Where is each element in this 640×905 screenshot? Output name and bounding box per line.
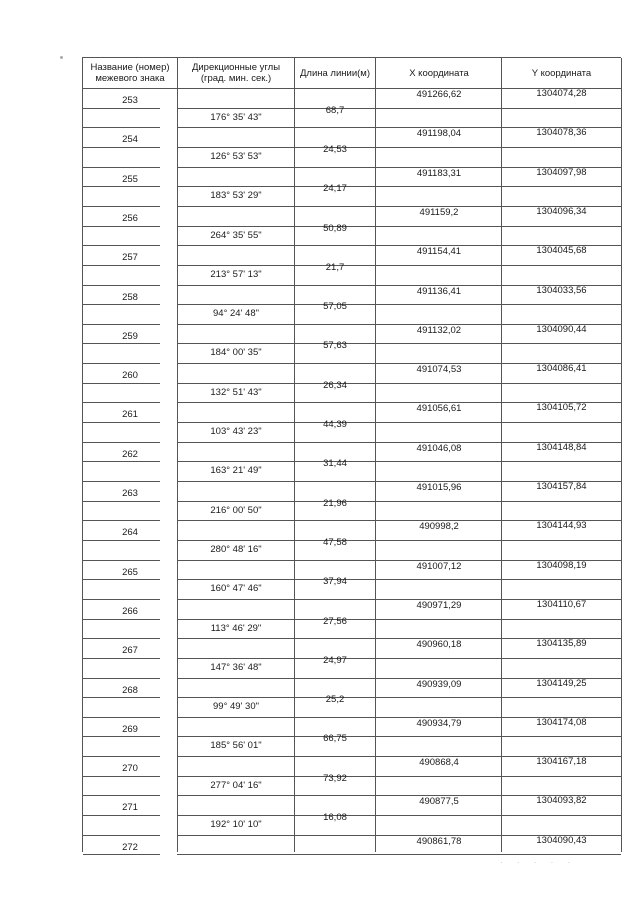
y-coordinate: 1304144,93 [536, 520, 587, 532]
y-coordinate: 1304098,19 [536, 559, 587, 571]
direction-angle: 103° 43' 23" [210, 426, 262, 438]
marker-number: 259 [122, 330, 138, 342]
direction-angle: 185° 56' 01" [210, 740, 262, 752]
direction-angle: 213° 57' 13" [210, 268, 262, 280]
line-length: 31,44 [323, 458, 347, 470]
line-length: 16,08 [323, 812, 347, 824]
row-divider [375, 540, 621, 541]
row-divider [177, 835, 375, 836]
row-divider [177, 363, 375, 364]
row-divider [177, 245, 375, 246]
direction-angle: 184° 00' 35" [210, 347, 262, 359]
coordinates-table [82, 57, 621, 852]
row-divider [83, 363, 160, 364]
row-divider [83, 383, 160, 384]
line-length: 47,58 [323, 536, 347, 548]
row-divider [83, 678, 160, 679]
direction-angle: 280° 48' 16" [210, 543, 262, 555]
marker-number: 271 [122, 802, 138, 814]
x-coordinate: 491132,02 [416, 324, 462, 336]
row-divider [375, 343, 621, 344]
row-divider [375, 147, 621, 148]
line-length: 68,7 [325, 104, 345, 116]
x-coordinate: 490971,29 [416, 599, 462, 611]
row-divider [375, 226, 621, 227]
x-coordinate: 490868,4 [419, 757, 459, 769]
marker-number: 265 [122, 566, 138, 578]
row-divider [83, 540, 160, 541]
marker-number: 254 [122, 134, 138, 146]
row-divider [375, 383, 621, 384]
row-divider [177, 795, 375, 796]
row-divider [177, 442, 375, 443]
x-coordinate: 491136,41 [416, 285, 462, 297]
y-coordinate: 1304045,68 [536, 245, 587, 257]
column-divider [621, 58, 622, 852]
y-coordinate: 1304135,89 [536, 638, 587, 650]
y-coordinate: 1304110,67 [536, 598, 587, 610]
row-divider [83, 854, 160, 855]
x-coordinate: 491159,2 [419, 206, 459, 218]
marker-number: 272 [122, 841, 138, 853]
x-coordinate: 491154,41 [416, 246, 462, 258]
row-divider [177, 560, 375, 561]
row-divider [83, 304, 160, 305]
row-divider [83, 422, 160, 423]
line-length: 37,94 [323, 576, 347, 588]
row-divider [177, 481, 375, 482]
row-divider [83, 285, 160, 286]
row-divider [83, 815, 160, 816]
row-divider [375, 108, 621, 109]
header-x: X координата [409, 67, 469, 79]
row-divider [83, 167, 160, 168]
row-divider [375, 304, 621, 305]
line-length: 44,39 [323, 419, 347, 431]
y-coordinate: 1304149,25 [536, 677, 587, 689]
row-divider [83, 501, 160, 502]
marker-number: 264 [122, 527, 138, 539]
row-divider [177, 638, 375, 639]
row-divider [83, 226, 160, 227]
x-coordinate: 490998,2 [419, 521, 459, 533]
line-length: 24,17 [323, 183, 347, 195]
line-length: 27,56 [323, 615, 347, 627]
scan-speck [60, 56, 63, 59]
direction-angle: 264° 35' 55" [210, 229, 262, 241]
line-length: 73,92 [323, 772, 347, 784]
x-coordinate: 490861,78 [416, 835, 462, 847]
y-coordinate: 1304033,56 [536, 284, 587, 296]
row-divider [177, 520, 375, 521]
marker-number: 261 [122, 409, 138, 421]
row-divider [83, 108, 160, 109]
row-divider [83, 186, 160, 187]
row-divider [375, 186, 621, 187]
marker-number: 263 [122, 488, 138, 499]
y-coordinate: 1304097,98 [536, 166, 587, 178]
row-divider [375, 658, 621, 659]
row-divider [375, 697, 621, 698]
row-divider [375, 461, 621, 462]
row-divider [375, 815, 621, 816]
line-length: 21,96 [323, 497, 347, 509]
line-length: 25,2 [325, 694, 345, 706]
row-divider [177, 167, 375, 168]
y-coordinate: 1304090,44 [536, 323, 587, 335]
header-y: Y координата [531, 67, 592, 79]
y-coordinate: 1304096,34 [536, 205, 587, 217]
row-divider [375, 619, 621, 620]
y-coordinate: 1304090,43 [536, 834, 587, 846]
x-coordinate: 490877,5 [419, 796, 459, 808]
line-length: 26,34 [323, 379, 347, 391]
row-divider [83, 127, 160, 128]
direction-angle: 216° 00' 50" [210, 504, 262, 516]
x-coordinate: 491007,12 [416, 560, 462, 572]
marker-number: 266 [122, 605, 138, 617]
marker-number: 257 [122, 252, 138, 264]
row-divider [83, 776, 160, 777]
x-coordinate: 490939,09 [416, 678, 462, 690]
x-coordinate: 490934,79 [416, 717, 462, 729]
y-coordinate: 1304105,72 [536, 402, 587, 414]
marker-number: 269 [122, 723, 138, 735]
y-coordinate: 1304157,84 [536, 481, 587, 492]
row-divider [177, 599, 375, 600]
row-divider [177, 285, 375, 286]
line-length: 57,05 [323, 301, 347, 313]
y-coordinate: 1304074,28 [536, 88, 587, 99]
x-coordinate: 491015,96 [416, 482, 462, 493]
x-coordinate: 490960,18 [416, 639, 462, 651]
row-divider [83, 736, 160, 737]
row-divider [83, 520, 160, 521]
row-divider [375, 265, 621, 266]
row-divider [375, 579, 621, 580]
marker-number: 260 [122, 370, 138, 382]
marker-number: 268 [122, 684, 138, 696]
row-divider [177, 127, 375, 128]
x-coordinate: 491056,61 [416, 403, 462, 415]
row-divider [83, 579, 160, 580]
row-divider [83, 835, 160, 836]
row-divider [83, 402, 160, 403]
direction-angle: 132° 51' 43" [210, 386, 262, 398]
line-length: 21,7 [325, 261, 345, 273]
row-divider [177, 678, 375, 679]
x-coordinate: 491074,53 [416, 364, 462, 376]
header-length: Длина линии(м) [299, 67, 371, 79]
row-divider [83, 756, 160, 757]
row-divider [83, 461, 160, 462]
row-divider [83, 599, 160, 600]
column-divider [177, 58, 178, 852]
y-coordinate: 1304078,36 [536, 127, 587, 139]
row-divider [375, 501, 621, 502]
row-divider [83, 795, 160, 796]
scan-artifact: · · · · · [500, 858, 577, 867]
marker-number: 262 [122, 448, 138, 460]
line-length: 24,53 [323, 143, 347, 155]
x-coordinate: 491046,08 [416, 442, 462, 454]
header-marker: Название (номер) межевого знака [90, 62, 170, 84]
direction-angle: 192° 10' 10" [210, 819, 262, 831]
row-divider [83, 658, 160, 659]
direction-angle: 147° 36' 48" [210, 661, 262, 673]
marker-number: 253 [122, 95, 138, 106]
line-length: 57,63 [323, 340, 347, 352]
row-divider [83, 265, 160, 266]
row-divider [375, 736, 621, 737]
direction-angle: 176° 35' 43" [210, 111, 262, 123]
row-divider [375, 776, 621, 777]
line-length: 24,97 [323, 654, 347, 666]
row-divider [375, 854, 621, 855]
row-divider [83, 324, 160, 325]
row-divider [83, 245, 160, 246]
row-divider [177, 324, 375, 325]
x-coordinate: 491198,04 [416, 128, 462, 140]
direction-angle: 183° 53' 29" [210, 190, 262, 202]
line-length: 66,75 [323, 733, 347, 745]
y-coordinate: 1304167,18 [536, 756, 587, 768]
x-coordinate: 491183,31 [416, 167, 462, 179]
line-length: 50,89 [323, 222, 347, 234]
header-angle: Дирекционные углы (град. мин. сек.) [191, 62, 281, 84]
row-divider [83, 619, 160, 620]
row-divider [83, 560, 160, 561]
direction-angle: 99° 49' 30" [213, 701, 259, 713]
marker-number: 267 [122, 645, 138, 657]
row-divider [177, 854, 375, 855]
row-divider [177, 402, 375, 403]
row-divider [83, 717, 160, 718]
row-divider [177, 206, 375, 207]
row-divider [83, 442, 160, 443]
row-divider [83, 206, 160, 207]
x-coordinate: 491266,62 [416, 89, 462, 100]
direction-angle: 94° 24' 48" [213, 308, 259, 320]
direction-angle: 160° 47' 46" [210, 583, 262, 595]
row-divider [83, 481, 160, 482]
marker-number: 256 [122, 212, 138, 224]
row-divider [83, 697, 160, 698]
row-divider [375, 422, 621, 423]
y-coordinate: 1304093,82 [536, 795, 587, 807]
marker-number: 258 [122, 291, 138, 303]
row-divider [83, 343, 160, 344]
row-divider [177, 756, 375, 757]
direction-angle: 277° 04' 16" [210, 779, 262, 791]
row-divider [177, 717, 375, 718]
y-coordinate: 1304086,41 [536, 363, 587, 375]
marker-number: 255 [122, 173, 138, 185]
marker-number: 270 [122, 763, 138, 775]
y-coordinate: 1304174,08 [536, 716, 587, 728]
direction-angle: 163° 21' 49" [210, 465, 262, 477]
direction-angle: 113° 46' 29" [210, 622, 262, 634]
row-divider [83, 147, 160, 148]
y-coordinate: 1304148,84 [536, 441, 587, 453]
row-divider [83, 638, 160, 639]
direction-angle: 126° 53' 53" [210, 150, 262, 162]
